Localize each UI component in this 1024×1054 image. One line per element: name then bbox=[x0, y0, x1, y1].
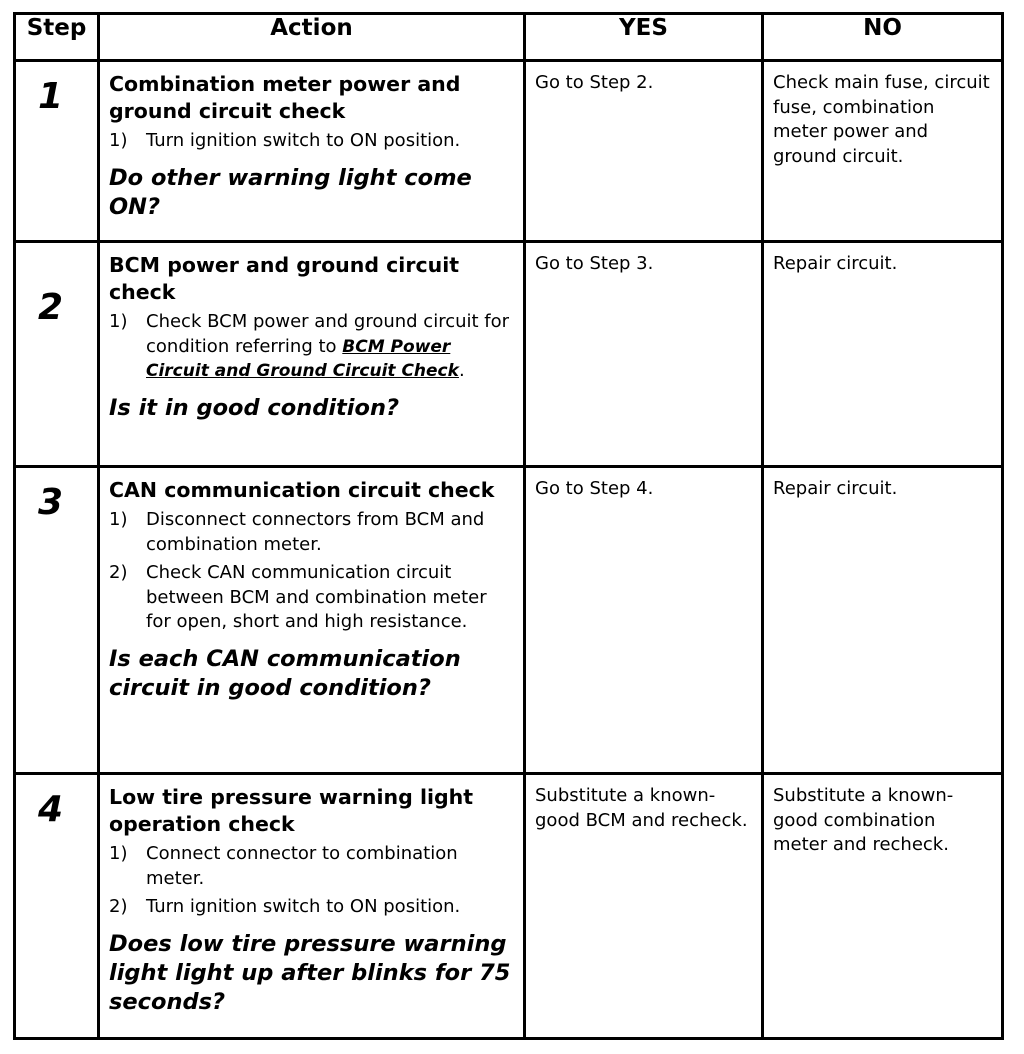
bcm-power-circuit-link[interactable]: BCM Power Circuit and Ground Circuit Check bbox=[146, 336, 459, 381]
action-title: Combination meter power and ground circuit check bbox=[109, 72, 461, 123]
header-no: NO bbox=[763, 14, 1003, 61]
no-result: Substitute a known-good combination meter and recheck. bbox=[773, 785, 954, 855]
sub-step-number: 1) bbox=[109, 311, 128, 332]
sub-step-text: Check CAN communication circuit between BCM and combination meter for open, short and high resistance. bbox=[146, 562, 487, 632]
check-question: Is it in good condition? bbox=[109, 394, 400, 421]
step-cell bbox=[15, 61, 99, 242]
sub-step-number: 1) bbox=[109, 130, 128, 151]
step-number: 2 bbox=[38, 287, 64, 328]
table-row-step-4 bbox=[15, 774, 1003, 1039]
sub-step bbox=[109, 561, 515, 635]
step-number: 4 bbox=[38, 789, 64, 830]
sub-step-text: Check BCM power and ground circuit for condition referring to bbox=[146, 311, 510, 357]
action-cell bbox=[99, 467, 525, 774]
action-cell bbox=[99, 242, 525, 467]
no-cell bbox=[763, 61, 1003, 242]
yes-cell bbox=[525, 774, 763, 1039]
action-cell bbox=[99, 61, 525, 242]
action-title: BCM power and ground circuit check bbox=[109, 253, 460, 304]
table-row-step-1 bbox=[15, 61, 1003, 242]
sub-step-period: . bbox=[458, 360, 465, 381]
sub-step-text: Disconnect connectors from BCM and combination meter. bbox=[146, 509, 485, 555]
step-cell bbox=[15, 242, 99, 467]
no-result: Repair circuit. bbox=[773, 253, 898, 274]
sub-step bbox=[109, 310, 515, 384]
header-yes: YES bbox=[525, 14, 763, 61]
sub-step bbox=[109, 508, 515, 557]
no-cell bbox=[763, 242, 1003, 467]
no-result: Repair circuit. bbox=[773, 478, 898, 499]
yes-result: Go to Step 3. bbox=[535, 253, 654, 274]
sub-step bbox=[109, 129, 515, 154]
yes-cell bbox=[525, 467, 763, 774]
no-cell bbox=[763, 467, 1003, 774]
sub-step-text: Connect connector to combination meter. bbox=[146, 843, 458, 889]
sub-step-text: Turn ignition switch to ON position. bbox=[146, 130, 461, 151]
step-number: 3 bbox=[38, 482, 64, 523]
action-cell bbox=[99, 774, 525, 1039]
yes-result: Go to Step 2. bbox=[535, 72, 654, 93]
yes-result: Go to Step 4. bbox=[535, 478, 654, 499]
no-cell bbox=[763, 774, 1003, 1039]
sub-step-number: 2) bbox=[109, 896, 128, 917]
sub-step-number: 1) bbox=[109, 843, 128, 864]
header-row bbox=[15, 14, 1003, 61]
header-action: Action bbox=[99, 14, 525, 61]
yes-cell bbox=[525, 61, 763, 242]
sub-step-number: 2) bbox=[109, 562, 128, 583]
sub-step bbox=[109, 842, 515, 891]
table-row-step-3 bbox=[15, 467, 1003, 774]
check-question: Do other warning light come ON? bbox=[109, 164, 472, 220]
yes-result: Substitute a known-good BCM and recheck. bbox=[535, 785, 748, 831]
diagnostic-table bbox=[13, 12, 1004, 1040]
step-cell bbox=[15, 774, 99, 1039]
action-title: CAN communication circuit check bbox=[109, 478, 495, 502]
sub-step bbox=[109, 895, 515, 920]
header-step: Step bbox=[15, 14, 99, 61]
sub-step-text: Turn ignition switch to ON position. bbox=[146, 896, 461, 917]
sub-step-number: 1) bbox=[109, 509, 128, 530]
yes-cell bbox=[525, 242, 763, 467]
table-row-step-2 bbox=[15, 242, 1003, 467]
check-question: Does low tire pressure warning light light up after blinks for 75 seconds? bbox=[109, 930, 511, 1015]
action-title: Low tire pressure warning light operation check bbox=[109, 785, 474, 836]
step-number: 1 bbox=[38, 76, 64, 117]
check-question: Is each CAN communication circuit in good condition? bbox=[109, 645, 461, 701]
step-cell bbox=[15, 467, 99, 774]
no-result: Check main fuse, circuit fuse, combination meter power and ground circuit. bbox=[773, 72, 990, 167]
